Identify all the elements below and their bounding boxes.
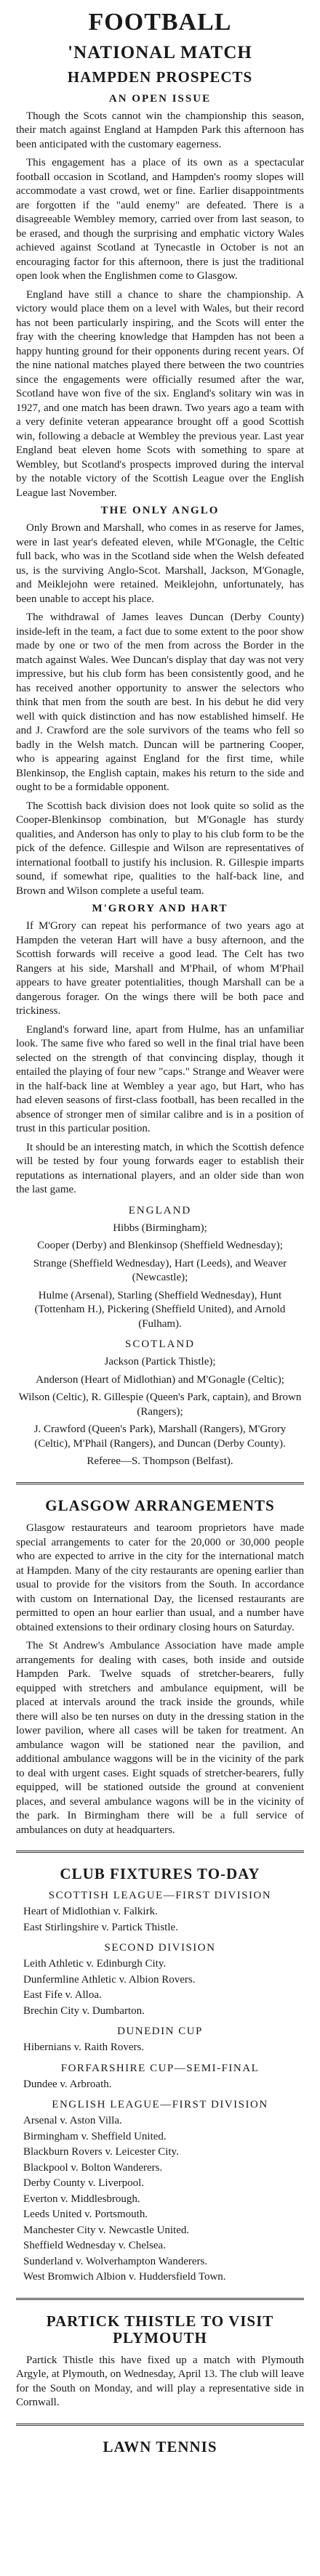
fixture-item: Dundee v. Arbroath. xyxy=(23,2078,112,2090)
section-divider xyxy=(16,2423,304,2426)
section-divider xyxy=(16,1850,304,1853)
anglo-paragraph: Only Brown and Marshall, who comes in as reserve for James, were in last year's defeated eleven, while M'Gonagle, the Celtic full back, who was in the Scotland side when the Welsh defeated us, is the surviving Anglo-Scot. Marshall, Jackson, M'Gonagle, and Meiklejohn were retained. Meiklejohn, unfortunately, has been unable to accept his place. xyxy=(16,522,304,605)
fixture-group-heading: SCOTTISH LEAGUE—FIRST DIVISION xyxy=(48,1890,272,1902)
fixture-item: Sheffield Wednesday v. Chelsea. xyxy=(23,2240,166,2252)
anglo-paragraph: The withdrawal of James leaves Duncan (Derby County) inside-left in the team, a fact due to some extent to the poor show made by one or two of the men from across the Border in the match against Wales. Wee Duncan's display that day was not very impressive, but his club form has been consistently good, and he has received another opportunity to answer the selectors who think that men from the south are best. In his debut he did very well with quick distinction and has now established himself. He and J. Crawford are the sole survivors of the teams who fell so badly in the Welsh match. Duncan will be partnering Cooper, who is appearing against England for the first time, while Blenkinsop, the English captain, makes his return to the side and ought to be a formidable opponent. xyxy=(16,612,304,794)
fixture-item: Brechin City v. Dumbarton. xyxy=(23,2004,145,2017)
anglo-paragraph: The Scottish back division does not look quite so solid as the Cooper-Blenkinsop combination, but M'Gonagle has sturdy qualities, and Anderson has only to play to his club form to be the pick of the defence. Gillespie and Wilson are representatives of international football to justify his inclusion. R. Gillespie imparts sound, if somewhat ripe, qualities to the half-back line, and Brown and Wilson complete a useful team. xyxy=(16,800,304,897)
team-line: Strange (Sheffield Wednesday), Hart (Leeds), and Weaver (Newcastle); xyxy=(33,1257,287,1284)
fixture-item: Blackburn Rovers v. Leicester City. xyxy=(23,2146,179,2158)
fixture-item: Hibernians v. Raith Rovers. xyxy=(23,2041,145,2054)
fixture-group-heading: ENGLISH LEAGUE—FIRST DIVISION xyxy=(52,2099,268,2111)
section-divider xyxy=(16,1482,304,1484)
intro-paragraph: This engagement has a place of its own as a spectacular football occasion in Scotland, and Hampden's roomy slopes will accommodate a vast crowd, wet or fine. Earlier disappointments are forgotten if the "auld enemy" are defeated. There is a disagreeable Wembley memory, carried over from last season, to be erased, and though the surprising and emphatic victory Wales achieved against Scotland at Tynecastle in October is not an encouraging factor for this afternoon, there is just the traditional open look when the Englishmen come to Glasgow. xyxy=(16,157,304,283)
fixture-item: Leith Athletic v. Edinburgh City. xyxy=(23,1958,167,1970)
section-divider xyxy=(16,2298,304,2300)
team-line: Wilson (Celtic), R. Gillespie (Queen's Park, captain), and Brown (Rangers); xyxy=(18,1391,302,1418)
mgrory-paragraph: It should be an interesting match, in which the Scottish defence will be tested by four young forwards eager to establish their reputations as international players, and an older side than won the last game. xyxy=(16,1141,304,1196)
team-line: Hulme (Arsenal), Starling (Sheffield Wednesday), Hunt (Tottenham H.), Pickering (Sheffield United), and Arnold (Fulham). xyxy=(34,1289,286,1330)
glasgow-paragraph: Glasgow restaurateurs and tearoom proprietors have made special arrangements to cater for the 20,000 or 30,000 people who are expected to arrive in the city for the international match at Hampden. Many of the city restaurants are opening earlier than usual to provide for the visitors from the South. In accordance with custom on International Day, the licensed restaurants are permitted to open an hour earlier than usual, and a number have obtained extensions to their ordinary closing hours on Saturday. xyxy=(16,1522,304,1633)
fixture-item: Everton v. Middlesbrough. xyxy=(23,2193,140,2205)
fixture-item: Dunfermline Athletic v. Albion Rovers. xyxy=(23,1973,196,1986)
fixture-item: Derby County v. Liverpool. xyxy=(23,2177,145,2190)
team-heading-england: ENGLAND xyxy=(128,1204,192,1216)
glasgow-paragraph: The St Andrew's Ambulance Association have made ample arrangements for dealing with cases, both inside and outside Hampden Park. Twelve squads of stretcher-bearers, fully equipped with stretchers and ambulance equipment, will be placed at intervals around the track inside the grounds, while there will also be ten nurses on duty in the dressing station in the lower pavilion, where all cases will be taken for treatment. An ambulance wagon will be stationed near the pavilion, and additional ambulance waggons will be in the vicinity of the park to deal with urgent cases. Eight squads of stretcher-bearers, fully equipped, will be stationed outside the ground at convenient places, and several ambulance wagons will be in the vicinity of the park. In Birmingham there will be a full service of ambulances on duty at headquarters. xyxy=(16,1640,304,1836)
fixture-group-heading: SECOND DIVISION xyxy=(104,1942,216,1954)
section-title: FOOTBALL xyxy=(88,9,232,36)
subheading-mgrory-hart: M'GRORY AND HART xyxy=(92,903,228,915)
fixture-item: East Fife v. Alloa. xyxy=(23,1989,102,2002)
fixture-item: West Bromwich Albion v. Huddersfield Town. xyxy=(23,2271,226,2283)
partick-paragraph: Partick Thistle this have fixed up a match with Plymouth Argyle, at Plymouth, on Wednesday, April 13. The club will leave for the South on Monday, and will play a representative side in Cornwall. xyxy=(16,2354,304,2409)
fixture-item: Manchester City v. Newcastle United. xyxy=(23,2224,190,2236)
subheading-only-anglo: THE ONLY ANGLO xyxy=(100,505,220,517)
fixture-item: East Stirlingshire v. Partick Thistle. xyxy=(23,1921,178,1933)
lawn-tennis-headline: LAWN TENNIS xyxy=(103,2437,217,2455)
team-line: Jackson (Partick Thistle); xyxy=(104,1356,216,1368)
team-line: J. Crawford (Queen's Park), Marshall (Rangers), M'Grory (Celtic), M'Phail (Rangers), and Duncan (Derby County). xyxy=(33,1423,287,1450)
article-headline: 'NATIONAL MATCH xyxy=(68,43,252,63)
article-deck: AN OPEN ISSUE xyxy=(108,92,212,105)
fixture-group-heading: FORFARSHIRE CUP—SEMI-FINAL xyxy=(60,2062,260,2074)
referee-line: Referee—S. Thompson (Belfast). xyxy=(87,1455,233,1468)
team-heading-scotland: SCOTLAND xyxy=(124,1338,195,1351)
mgrory-paragraph: If M'Grory can repeat his performance of two years ago at Hampden the veteran Hart will have a busy afternoon, and the Scottish forwards will receive a good lead. The Celt has two Rangers at his side, Marshall and M'Phail, of whom M'Phail appears to have greater potentialities, though Marshall can be a dangerous forager. On the wings there will be both pace and trickiness. xyxy=(16,920,304,1017)
fixture-item: Leeds United v. Portsmouth. xyxy=(23,2209,148,2221)
fixture-item: Birmingham v. Sheffield United. xyxy=(23,2130,167,2142)
partick-headline: PARTICK THISTLE TO VISIT PLYMOUTH xyxy=(46,2312,274,2347)
fixtures-headline: CLUB FIXTURES TO-DAY xyxy=(60,1865,260,1883)
team-line: Cooper (Derby) and Blenkinsop (Sheffield Wednesday); xyxy=(37,1240,283,1252)
fixture-item: Sunderland v. Wolverhampton Wanderers. xyxy=(23,2255,208,2267)
intro-paragraph: England have still a chance to share the championship. A victory would place them on a level with Wales, but their record has not been particularly inspiring, and the Scots will enter the fray with the cheering knowledge that Hampden has not been a happy hunting ground for their opponents during recent years. Of the nine national matches played there between the two countries since the engagements were officially resumed after the war, Scotland have won five of the six. England's solitary win was in 1927, and one match has been drawn. Two years ago a team with a very definite veteran appearance brought off a good Scottish win, following a debacle at Wembley the previous year. Last year England beat eleven home Scots with something to spare at Wembley, but Scotland's prospects improved during the interval by the notable victory of the Scottish League over the English League last November. xyxy=(16,288,304,499)
fixture-group-heading: DUNEDIN CUP xyxy=(117,2026,203,2038)
article-kicker: HAMPDEN PROSPECTS xyxy=(67,68,253,86)
team-line: Hibbs (Birmingham); xyxy=(113,1222,207,1234)
intro-paragraph: Though the Scots cannot win the championship this season, their match against England at Hampden Park this afternoon has been anticipated with the customary eagerness. xyxy=(16,110,304,150)
fixtures-list xyxy=(16,1890,304,2285)
fixture-item: Arsenal v. Aston Villa. xyxy=(23,2115,122,2127)
mgrory-paragraph: England's forward line, apart from Hulme, has an unfamiliar look. The same five who fared so well in the final trial have been selected on the strength of that convincing display, though it entailed the playing of four new "caps." Strange and Weaver were in the half-back line at Wembley a year ago, but Hart, who has had eleven seasons of first-class football, has been recalled in the absence of stronger men of similar calibre and is in a position of trust in this particular position. xyxy=(16,1023,304,1135)
team-line: Anderson (Heart of Midlothian) and M'Gonagle (Celtic); xyxy=(36,1373,284,1386)
fixture-item: Blackpool v. Bolton Wanderers. xyxy=(23,2161,163,2174)
glasgow-headline: GLASGOW ARRANGEMENTS xyxy=(45,1496,275,1514)
fixture-item: Heart of Midlothian v. Falkirk. xyxy=(23,1906,158,1918)
